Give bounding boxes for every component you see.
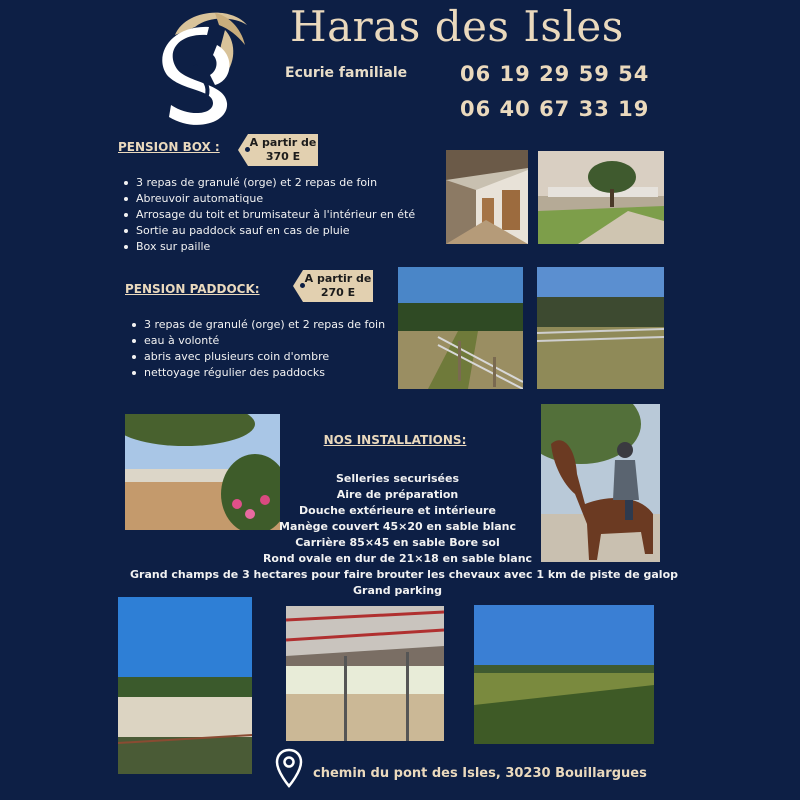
- location-pin-icon: [275, 748, 303, 788]
- list-item: abris avec plusieurs coin d'ombre: [130, 349, 385, 365]
- page-title: Haras des Isles: [290, 2, 624, 51]
- outdoor-arena-photo: [118, 597, 252, 774]
- list-item: Box sur paille: [122, 239, 415, 255]
- list-item: Selleries securisées: [336, 472, 459, 485]
- pension-box-price-tag: [248, 134, 318, 166]
- rider-horse-photo: [541, 404, 660, 562]
- installations-title: NOS INSTALLATIONS:: [323, 433, 467, 447]
- list-item: 3 repas de granulé (orge) et 2 repas de foin: [122, 175, 415, 191]
- phone-number-2[interactable]: 06 40 67 33 19: [460, 97, 650, 121]
- price-tag-line2: 370 E: [265, 150, 301, 163]
- phone-number-1[interactable]: 06 19 29 59 54: [460, 62, 650, 86]
- yard-tree-photo: [538, 151, 664, 244]
- list-item: Grand parking: [353, 584, 442, 597]
- list-item: Manège couvert 45×20 en sable blanc: [279, 520, 516, 533]
- pension-paddock-price-tag: [303, 270, 373, 302]
- list-item: Aire de préparation: [336, 488, 459, 501]
- list-item: Rond ovale en dur de 21×18 en sable blanc: [262, 552, 533, 565]
- paddock-fence-photo: [398, 267, 523, 389]
- price-tag-line1: A partir de: [249, 136, 317, 149]
- address[interactable]: chemin du pont des Isles, 30230 Bouillargues: [313, 766, 647, 781]
- list-item: Douche extérieure et intérieure: [299, 504, 496, 517]
- pension-paddock-title: PENSION PADDOCK:: [125, 282, 260, 296]
- list-item: 3 repas de granulé (orge) et 2 repas de foin: [130, 317, 385, 333]
- covered-arena-photo: [286, 606, 444, 741]
- grazing-field-photo: [474, 605, 654, 744]
- list-item: Abreuvoir automatique: [122, 191, 415, 207]
- horse-logo-icon: [155, 5, 255, 133]
- pension-box-title: PENSION BOX :: [118, 140, 220, 154]
- paddock-field-photo: [537, 267, 664, 389]
- list-item: Sortie au paddock sauf en cas de pluie: [122, 223, 415, 239]
- list-item: eau à volonté: [130, 333, 385, 349]
- subtitle: Ecurie familiale: [285, 65, 408, 81]
- price-tag-line2: 270 E: [320, 286, 356, 299]
- pension-paddock-list: [130, 317, 385, 381]
- list-item: Carrière 85×45 en sable Bore sol: [295, 536, 500, 549]
- pension-box-list: [122, 175, 415, 255]
- price-tag-line1: A partir de: [304, 272, 372, 285]
- list-item: Arrosage du toit et brumisateur à l'intérieur en été: [122, 207, 415, 223]
- list-item: nettoyage régulier des paddocks: [130, 365, 385, 381]
- stable-corridor-photo: [446, 150, 528, 244]
- list-item: Grand champs de 3 hectares pour faire brouter les chevaux avec 1 km de piste de galop: [130, 568, 679, 581]
